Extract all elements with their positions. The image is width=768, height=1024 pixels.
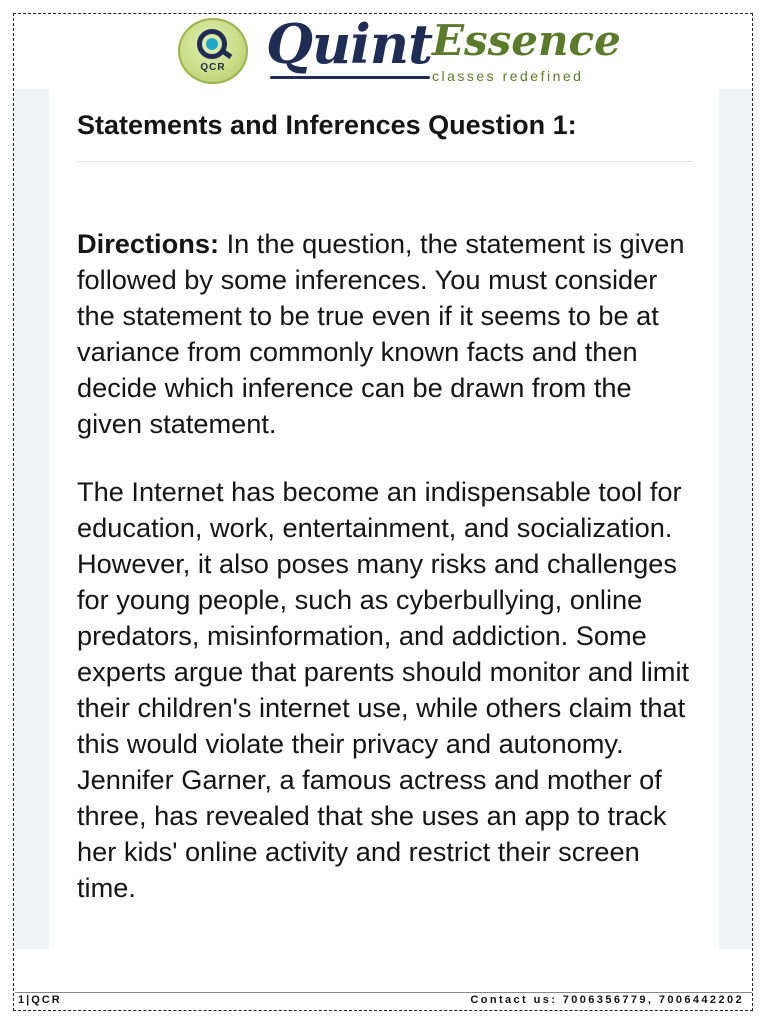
brand-tagline: classes redefined [432, 68, 584, 84]
brand-name-quint: Quint [266, 12, 433, 76]
q-logo-tail [220, 48, 233, 59]
title-divider [77, 161, 693, 162]
directions-text: In the question, the statement is given followed by some inferences. You must consider the statement to be true even if it seems to be at variance from commonly known facts and then decide which inference can be drawn from the given statement. [77, 228, 685, 439]
statement-paragraph: The Internet has become an indispensable tool for education, work, entertainment, and socialization. However, it also poses many risks and challenges for young people, such as cyberbullying, online predators, misinformation, and addiction. Some experts argue that parents should monitor and limit their children's internet use, while others claim that this would violate their privacy and autonomy. Jennifer Garner, a famous actress and mother of three, has revealed that she uses an app to track her kids' online activity and restrict their screen time. [77, 476, 690, 903]
qcr-logo-badge [178, 18, 248, 84]
question-title: Statements and Inferences Question 1: [77, 110, 577, 140]
directions-paragraph [77, 226, 702, 442]
brand-underline [270, 76, 430, 79]
brand-name-essence: Essence [432, 16, 621, 65]
q-logo-dot [206, 38, 218, 50]
logo-badge-text: QCR [200, 62, 226, 73]
directions-label: Directions: [77, 228, 220, 259]
footer-page-label: 1|QCR [18, 994, 62, 1006]
footer-contact: Contact us: 7006356779, 7006442202 [470, 994, 744, 1006]
